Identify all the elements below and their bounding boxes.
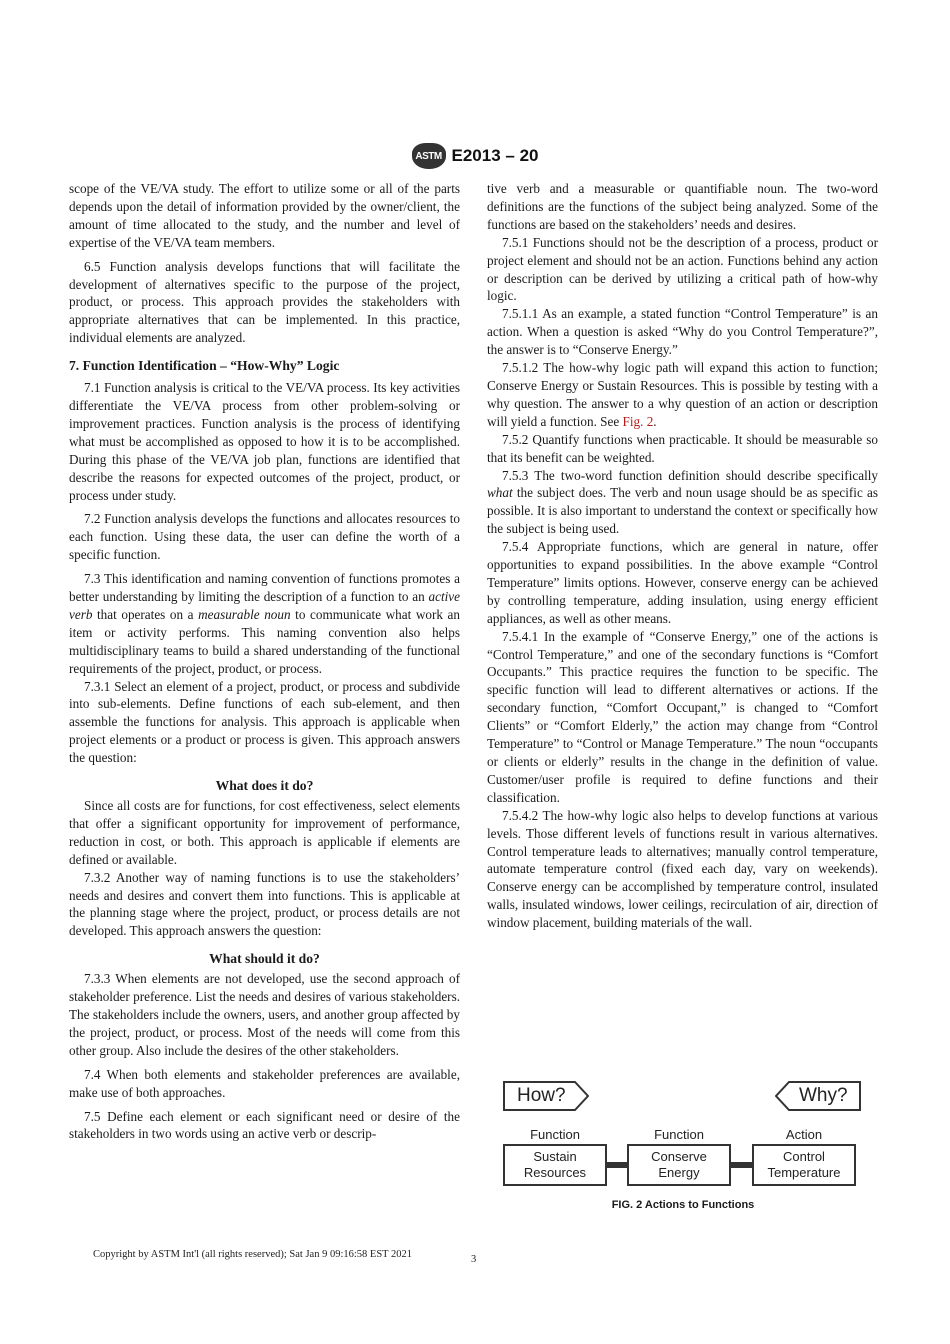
why-label: Why? — [799, 1085, 848, 1106]
astm-logo-icon: ASTM — [412, 143, 446, 169]
paragraph-7-5-1-2: 7.5.1.2 The how-why logic path will expand this action to function; Conserve Energy or Sustain Resources. This is possible by testing with a why question. The answer to a why question of an action or description will yield a function. See Fig. 2. — [487, 360, 878, 429]
emphasis-measurable-noun: measurable noun — [198, 606, 291, 622]
paragraph-7-2: 7.2 Function analysis develops the functions and allocates resources to each function. Using these data, the user can define the worth of a specific function. — [69, 511, 460, 563]
box-control-temperature: Control Temperature — [752, 1144, 856, 1186]
page-number: 3 — [471, 1254, 477, 1265]
figure-2 — [503, 1081, 863, 1191]
paragraph-7-5-4-2: 7.5.4.2 The how-why logic also helps to develop functions at various levels. Those different levels of functions result in various alternatives. Control temperature leads to alternatives; manually control temperature, automate temperature control (fixed each day, vary on weekends). Conserve energy can be accomplished by temperature control, insulated walls, insulated windows, lower ceilings, recirculation of air, direction of window placement, building materials of the wall. — [487, 807, 878, 931]
paragraph-scope-cont: scope of the VE/VA study. The effort to utilize some or all of the parts depends upon the detail of information provided by the owner/client, the amount of time allocated to the study, and the number and level of expertise of the VE/VA team members. — [69, 181, 460, 250]
label-function-1: Function — [530, 1127, 580, 1142]
how-label: How? — [517, 1085, 566, 1106]
connector-line-2 — [731, 1162, 752, 1168]
how-arrow — [503, 1081, 589, 1111]
paragraph-7-3-1: 7.3.1 Select an element of a project, product, or process and subdivide into sub-elements. Define functions of each sub-element, and then assemble the functions for analysis. This approach is applicable when project elements or a product or process is given. This approach answers the question: — [69, 678, 460, 766]
document-id: E2013 – 20 — [451, 146, 539, 165]
section-7-heading: 7. Function Identification – “How-Why” Logic — [69, 358, 340, 374]
question-what-does-it-do: What does it do? — [215, 778, 314, 794]
emphasis-active-verb: active verb — [69, 589, 460, 622]
paragraph-7-3-3: 7.3.3 When elements are not developed, use the second approach of stakeholder preference. List the needs and desires of various stakeholders. The stakeholders include the owners, users, and another group affected by the project, product, or process. Most of the needs will come from this other group. Also include the desires of the other stakeholders. — [69, 971, 460, 1058]
right-column — [487, 180, 878, 932]
paragraph-cost-effectiveness: Since all costs are for functions, for cost effectiveness, select elements that offer a significant opportunity for improvement of performance, reduction in cost, or both. This approach is applicable if elements are defined or available. — [69, 798, 460, 867]
question-what-should-it-do: What should it do? — [209, 951, 320, 967]
paragraph-7-5-cont: tive verb and a measurable or quantifiable noun. The two-word definitions are the functions of the subject being analyzed. Some of the functions are based on the stakeholders’ needs and desires. — [487, 181, 878, 232]
copyright-footer: Copyright by ASTM Int'l (all rights reserved); Sat Jan 9 09:16:58 EST 2021 — [93, 1249, 413, 1260]
paragraph-7-5-4-1: 7.5.4.1 In the example of “Conserve Energy,” one of the actions is “Control Temperature,” and one of the secondary functions is “Comfort Occupants.” This practice requires the function to be specific. The specific function will lead to different alternatives or actions. If the secondary function, “Comfort Occupant,” is changed to “Comfort Clients” or “Comfort Elderly,” the action may change from “Control Temperature” to “Control or Manage Temperature.” The noun “occupants or clients or elderly” results in the change in the definition of value. Customer/user profile is required to define functions and their classification. — [487, 628, 878, 805]
emphasis-what: what — [487, 485, 513, 501]
why-arrow — [775, 1081, 861, 1111]
paragraph-7-3: 7.3 This identification and naming convention of functions promotes a better understanding by limiting the description of a function to an active verb that operates on a measurable noun to communicate what work an item or activity performs. This naming convention also helps multidisciplinary teams to build a shared understanding of the functional requirements of the project, product, or process. — [69, 571, 460, 676]
paragraph-7-5-2: 7.5.2 Quantify functions when practicable. It should be measurable so that its benefit can be weighted. — [487, 431, 878, 465]
label-function-2: Function — [654, 1127, 704, 1142]
paragraph-7-1: 7.1 Function analysis is critical to the VE/VA process. Its key activities differentiate the VE/VA process from other problem-solving or improvement practices. Function analysis is the process of identifying what must be accomplished as opposed to how it is to be accomplished. During this phase of the VE/VA job plan, functions are identified that describe the reasons for expected outcomes of the project, product, or process under study. — [69, 380, 460, 503]
paragraph-6-5: 6.5 Function analysis develops functions that will facilitate the development of alternatives specific to the purpose of the project, product, or process. This approach provides the stakeholders with appropriate alternatives that can be implemented. In this practice, individual elements are analyzed. — [69, 258, 460, 346]
left-column — [69, 180, 460, 1143]
page-header — [0, 143, 950, 169]
paragraph-7-5-3: 7.5.3 The two-word function definition should describe specifically what the subject does. The verb and noun usage should be as specific as possible. It is also important to understand the context or specifically how the subject is being used. — [487, 467, 878, 537]
paragraph-7-3-2: 7.3.2 Another way of naming functions is to use the stakeholders’ needs and desires and convert them into functions. This is applicable at the planning stage where the project, product, or process details are not developed. This approach answers the question: — [69, 869, 460, 939]
paragraph-7-5-1: 7.5.1 Functions should not be the description of a process, product or project element and should not be an action. Functions behind any action or description can be derived by utilizing a critical path of how-why logic. — [487, 234, 878, 304]
figure-caption: FIG. 2 Actions to Functions — [611, 1199, 755, 1211]
connector-line-1 — [607, 1162, 627, 1168]
box-conserve-energy: Conserve Energy — [627, 1144, 731, 1186]
paragraph-7-5-4: 7.5.4 Appropriate functions, which are general in nature, offer opportunities to expand possibilities. In the above example “Control Temperature” limits options. However, conserve energy can be achieved by controlling temperature, adding insulation, using energy efficient appliances, as well as other means. — [487, 539, 878, 626]
box-sustain-resources: Sustain Resources — [503, 1144, 607, 1186]
paragraph-7-4: 7.4 When both elements and stakeholder preferences are available, make use of both approaches. — [69, 1066, 460, 1100]
figure-2-link[interactable]: Fig. 2 — [622, 413, 654, 429]
label-action: Action — [785, 1127, 823, 1142]
paragraph-7-5-1-1: 7.5.1.1 As an example, a stated function “Control Temperature” is an action. When a question is asked “Why do you Control Temperature?”, the answer is to “Conserve Energy.” — [487, 306, 878, 358]
paragraph-7-5: 7.5 Define each element or each significant need or desire of the stakeholders in two words using an active verb or descrip- — [69, 1108, 460, 1142]
